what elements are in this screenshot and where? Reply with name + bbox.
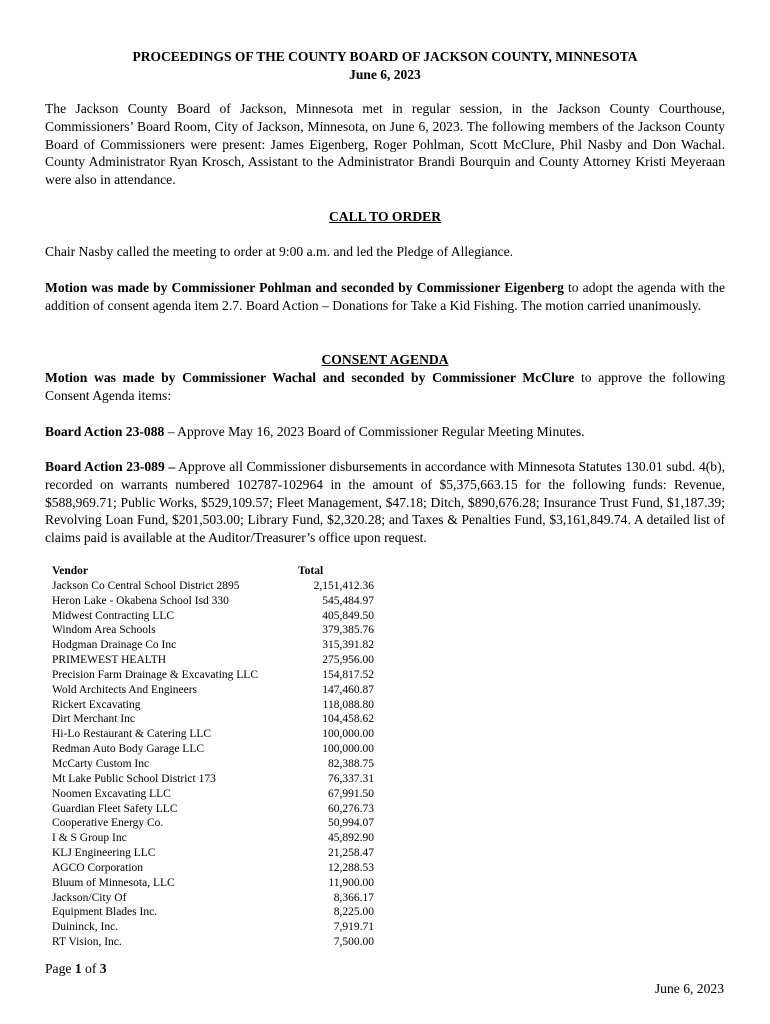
page-total: 3 bbox=[99, 961, 107, 976]
vendor-total: 104,458.62 bbox=[322, 713, 374, 726]
vendor-total: 545,484.97 bbox=[322, 594, 374, 607]
vendor-total: 82,388.75 bbox=[328, 757, 374, 770]
document-title: PROCEEDINGS OF THE COUNTY BOARD OF JACKSON COUNTY, MINNESOTA bbox=[132, 49, 638, 64]
consent-agenda-heading: CONSENT AGENDA bbox=[321, 352, 449, 367]
vendor-name: Mt Lake Public School District 173 bbox=[52, 772, 216, 785]
vendor-total: 147,460.87 bbox=[322, 683, 374, 696]
vendor-total: 7,919.71 bbox=[333, 921, 374, 934]
motion-text-bold: Motion was made by Commissioner Wachal and seconded by Commissioner McClure bbox=[45, 370, 575, 385]
consent-motion-paragraph bbox=[45, 369, 725, 405]
vendor-total: 12,288.53 bbox=[328, 861, 374, 874]
column-header-total: Total bbox=[298, 565, 324, 577]
vendor-total: 154,817.52 bbox=[322, 668, 374, 681]
vendor-name: Duininck, Inc. bbox=[52, 921, 119, 934]
motion-text: to approve the following Consent Agenda items: bbox=[45, 370, 725, 403]
vendor-total: 379,385.76 bbox=[322, 624, 374, 637]
vendor-total: 76,337.31 bbox=[328, 772, 374, 785]
vendor-total: 50,994.07 bbox=[328, 817, 374, 830]
document-date: June 6, 2023 bbox=[349, 67, 421, 82]
vendor-name: Precision Farm Drainage & Excavating LLC bbox=[52, 668, 258, 681]
column-header-vendor: Vendor bbox=[52, 565, 88, 577]
vendor-name: Cooperative Energy Co. bbox=[52, 817, 164, 830]
page-of: of bbox=[81, 961, 100, 976]
vendor-name: Rickert Excavating bbox=[52, 698, 141, 711]
vendor-name: AGCO Corporation bbox=[52, 861, 144, 874]
page-current: 1 bbox=[74, 961, 82, 976]
vendor-name: Wold Architects And Engineers bbox=[52, 683, 198, 696]
intro-paragraph: The Jackson County Board of Jackson, Minnesota met in regular session, in the Jackson County Courthouse, Commissioners’ Board Room, City of Jackson, Minnesota, on June 6, 2023. The following members of the Jackson County Board of Commissioners were present: James Eigenberg, Roger Pohlman, Scott McClure, Phil Nasby and Don Wachal. County Administrator Ryan Krosch, Assistant to the Administrator Brandi Bourquin and County Attorney Kristi Meyeraan were also in attendance. bbox=[45, 101, 725, 188]
board-action-label: Board Action 23-089 – bbox=[45, 459, 176, 474]
vendor-name: Redman Auto Body Garage LLC bbox=[52, 743, 205, 756]
vendor-total: 100,000.00 bbox=[322, 743, 374, 756]
vendor-name: I & S Group Inc bbox=[52, 832, 127, 845]
vendor-total: 275,956.00 bbox=[322, 654, 374, 667]
vendor-total: 2,151,412.36 bbox=[313, 579, 374, 592]
vendor-total: 8,225.00 bbox=[333, 906, 374, 919]
board-action-text: Approve all Commissioner disbursements in accordance with Minnesota Statutes 130.01 subd. 4(b), recorded on warrants numbered 102787-102964 in the amount of $5,375,663.15 for the following funds: Revenue, $588,969.71; Public Works, $529,109.57; Fleet Management, $47.18; Ditch, $890,676.28; Insurance Trust Fund, $1,187.39; Revolving Loan Fund, $201,503.00; Library Fund, $2,320.28; and Taxes & Penalties Fund, $3,161,849.74. A detailed list of claims paid is available at the Auditor/Treasurer’s office upon request. bbox=[45, 459, 725, 546]
vendor-total: 405,849.50 bbox=[322, 609, 374, 622]
vendor-total: 100,000.00 bbox=[322, 728, 374, 741]
vendor-name: McCarty Custom Inc bbox=[52, 757, 150, 770]
vendor-total: 315,391.82 bbox=[322, 639, 374, 652]
motion-text: to adopt the agenda with the addition of consent agenda item 2.7. Board Action – Donations for Take a Kid Fishing. The motion carried unanimously. bbox=[45, 280, 725, 313]
vendor-total: 45,892.90 bbox=[328, 832, 374, 845]
vendor-name: RT Vision, Inc. bbox=[52, 936, 122, 949]
board-action-089 bbox=[45, 458, 725, 547]
call-to-order-heading: CALL TO ORDER bbox=[328, 209, 442, 224]
board-action-088 bbox=[45, 423, 725, 441]
motion-text-bold: Motion was made by Commissioner Pohlman and seconded by Commissioner Eigenberg bbox=[45, 280, 564, 295]
vendor-total: 11,900.00 bbox=[328, 876, 374, 889]
vendor-name: Hodgman Drainage Co Inc bbox=[52, 639, 177, 652]
vendor-total: 8,366.17 bbox=[333, 891, 374, 904]
vendor-total: 60,276.73 bbox=[328, 802, 374, 815]
board-action-text: – Approve May 16, 2023 Board of Commissioner Regular Meeting Minutes. bbox=[164, 424, 585, 439]
vendor-name: KLJ Engineering LLC bbox=[52, 847, 156, 860]
call-to-order-text: Chair Nasby called the meeting to order at 9:00 a.m. and led the Pledge of Allegiance. bbox=[45, 244, 514, 259]
vendor-name: Equipment Blades Inc. bbox=[52, 906, 158, 919]
vendor-name: Bluum of Minnesota, LLC bbox=[52, 876, 175, 889]
board-action-label: Board Action 23-088 bbox=[45, 424, 165, 439]
vendor-total: 118,088.80 bbox=[322, 698, 374, 711]
vendor-name: Jackson/City Of bbox=[52, 891, 127, 904]
page-prefix: Page bbox=[45, 961, 75, 976]
vendor-name: PRIMEWEST HEALTH bbox=[52, 654, 167, 667]
vendor-name: Midwest Contracting LLC bbox=[52, 609, 175, 622]
vendor-name: Heron Lake - Okabena School Isd 330 bbox=[52, 594, 229, 607]
page-number bbox=[45, 960, 107, 978]
vendor-name: Windom Area Schools bbox=[52, 624, 156, 637]
footer-date: June 6, 2023 bbox=[654, 981, 724, 996]
vendor-name: Guardian Fleet Safety LLC bbox=[52, 802, 178, 815]
vendor-name: Jackson Co Central School District 2895 bbox=[52, 579, 240, 592]
vendor-name: Dirt Merchant Inc bbox=[52, 713, 136, 726]
vendor-name: Hi-Lo Restaurant & Catering LLC bbox=[52, 728, 212, 741]
vendor-total: 21,258.47 bbox=[328, 847, 374, 860]
vendor-total: 67,991.50 bbox=[328, 787, 374, 800]
vendor-total: 7,500.00 bbox=[333, 936, 374, 949]
vendor-name: Noomen Excavating LLC bbox=[52, 787, 171, 800]
agenda-motion-paragraph bbox=[45, 279, 725, 315]
